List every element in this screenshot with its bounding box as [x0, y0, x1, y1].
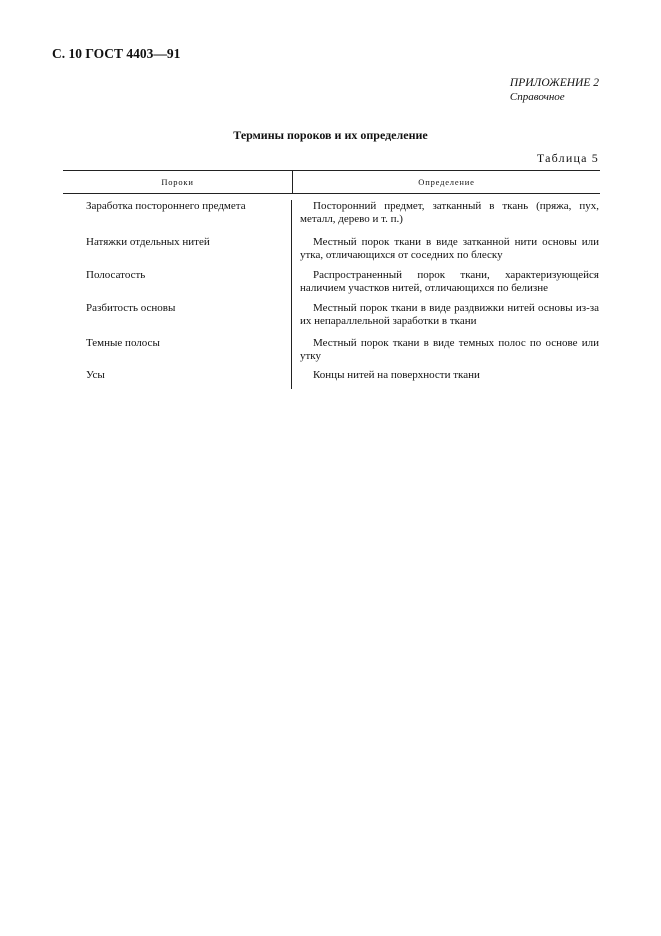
table-row — [63, 269, 600, 302]
appendix-title: ПРИЛОЖЕНИЕ 2 — [509, 77, 599, 89]
defect-definition: Концы нитей на поверхности ткани — [313, 369, 480, 381]
defect-term: Полосатость — [63, 269, 292, 302]
table-row — [63, 236, 600, 269]
table-row — [63, 369, 600, 389]
defect-term: Усы — [63, 369, 292, 389]
table-row — [63, 337, 600, 369]
table-row — [63, 194, 600, 236]
table-label: Таблица 5 — [536, 151, 599, 165]
defect-term: Натяжки отдельных нитей — [63, 236, 292, 269]
table-body — [63, 194, 600, 389]
defect-term: Разбитость основы — [63, 302, 292, 337]
defect-term: Заработка постороннего предмета — [63, 200, 292, 236]
defect-definition: Местный порок ткани в виде затканной нити основы или утка, отличающихся от соседних по блеску — [300, 236, 599, 261]
appendix-label — [510, 76, 599, 104]
table-header — [63, 171, 600, 194]
table-row — [63, 302, 600, 337]
header-definition: Определение — [418, 177, 475, 187]
page-header: С. 10 ГОСТ 4403—91 — [52, 46, 181, 61]
defect-definition: Местный порок ткани в виде темных полос по основе или утку — [300, 337, 599, 362]
section-title: Термины пороков и их определение — [233, 128, 428, 142]
appendix-subtitle: Справочное — [509, 91, 565, 103]
defect-term: Темные полосы — [63, 337, 292, 369]
defect-definition: Посторонний предмет, затканный в ткань (пряжа, пух, металл, дерево и т. п.) — [300, 200, 599, 225]
defect-definition: Распространенный порок ткани, характеризующейся наличием участков нитей, отличающихся по белизне — [300, 269, 599, 294]
defects-table — [63, 170, 600, 389]
header-defects: Пороки — [63, 171, 293, 193]
defect-definition: Местный порок ткани в виде раздвижки нитей основы из-за их непараллельной заработки в ткани — [300, 302, 599, 327]
